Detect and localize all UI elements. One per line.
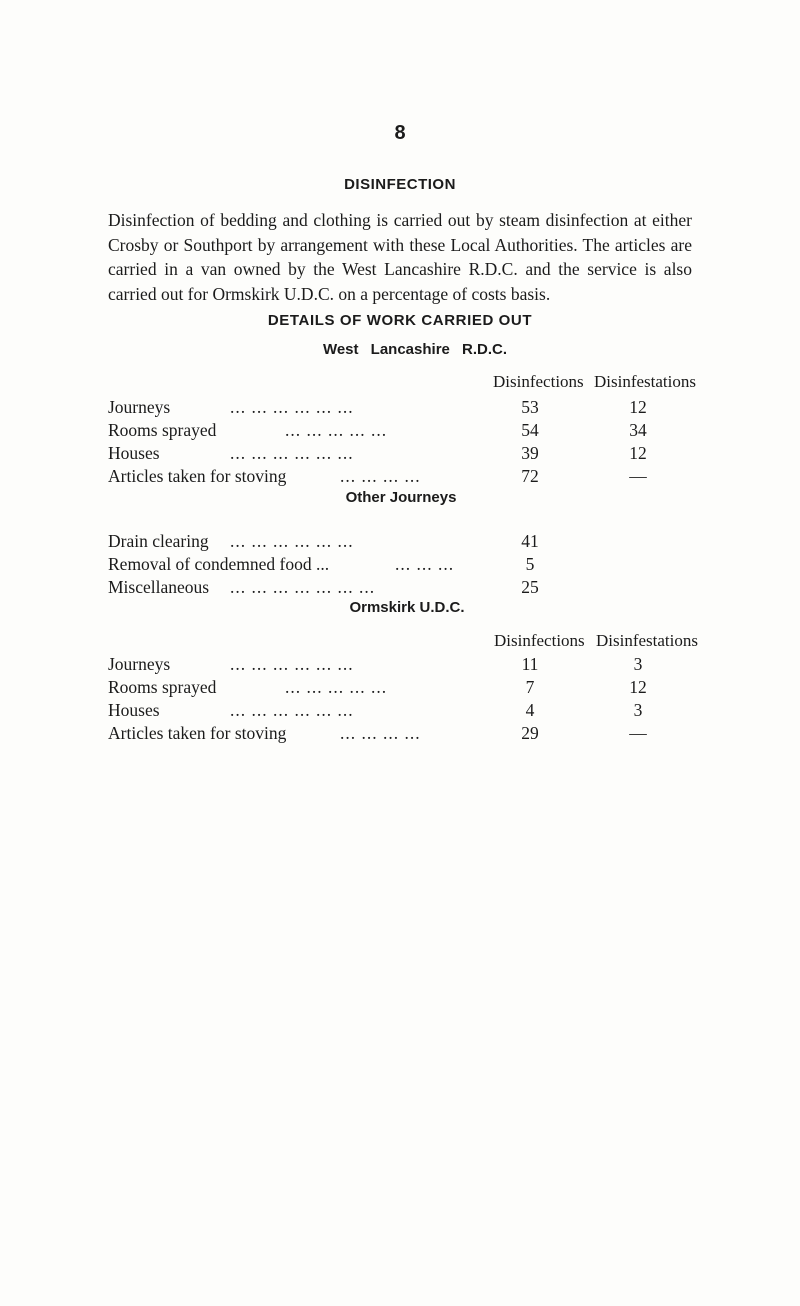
row-value-disinfections: 41 (521, 531, 539, 551)
table-row (108, 397, 708, 419)
row-value-disinfestations: — (629, 466, 647, 486)
other-journeys-heading: Other Journeys (345, 489, 457, 506)
row-value-disinfections: 54 (521, 420, 539, 440)
row-label: Articles taken for stoving (108, 466, 287, 486)
row-value-disinfestations: 12 (629, 677, 647, 697)
row-label: Miscellaneous (108, 577, 210, 597)
intro-paragraph: Disinfection of bedding and clothing is carried out by steam disinfection at either Crosby or Southport by arrangement with these Local Authorities. The articles are carried in a van owned by the West Lancashire R.D.C. and the service is also carried out for Ormskirk U.D.C. on a percentage of costs basis. (108, 210, 692, 304)
row-leader-dots: ... ... ... ... (340, 466, 421, 486)
row-label: Articles taken for stoving (108, 723, 287, 743)
orm-col-disinfestations: Disinfestations (596, 631, 698, 650)
row-leader-dots: ... ... ... ... ... (285, 420, 388, 440)
table-row (108, 531, 708, 553)
row-value-disinfections: 7 (525, 677, 535, 697)
row-label: Rooms sprayed (108, 420, 217, 440)
ormskirk-heading: Ormskirk U.D.C. (349, 599, 465, 616)
table-row (108, 443, 708, 465)
row-value-disinfestations: 3 (633, 654, 643, 674)
row-label: Drain clearing (108, 531, 209, 551)
table-row (108, 577, 708, 599)
table-row (108, 723, 708, 745)
row-leader-dots: ... ... ... ... (340, 723, 421, 743)
table-row (108, 466, 708, 488)
page-number: 8 (394, 122, 406, 144)
row-label: Rooms sprayed (108, 677, 217, 697)
row-leader-dots: ... ... ... ... ... ... ... (230, 577, 376, 597)
table-row (108, 654, 708, 676)
page-title: DISINFECTION (344, 176, 456, 193)
row-leader-dots: ... ... ... ... ... ... (230, 654, 354, 674)
row-value-disinfections: 25 (521, 577, 539, 597)
row-value-disinfections: 53 (521, 397, 539, 417)
row-value-disinfections: 11 (521, 654, 539, 674)
table-row (108, 420, 708, 442)
orm-col-disinfections: Disinfections (494, 631, 585, 650)
row-value-disinfestations: 34 (629, 420, 647, 440)
row-leader-dots: ... ... ... ... ... ... (230, 531, 354, 551)
row-value-disinfections: 5 (525, 554, 535, 574)
row-leader-dots: ... ... ... (395, 554, 455, 574)
table-row (108, 700, 708, 722)
row-value-disinfections: 39 (521, 443, 539, 463)
row-value-disinfections: 29 (521, 723, 539, 743)
row-leader-dots: ... ... ... ... ... ... (230, 397, 354, 417)
row-leader-dots: ... ... ... ... ... ... (230, 700, 354, 720)
row-label: Journeys (108, 654, 171, 674)
row-value-disinfestations: 12 (629, 443, 647, 463)
row-value-disinfections: 4 (525, 700, 535, 720)
row-label: Removal of condemned food ... (108, 554, 330, 574)
row-label: Journeys (108, 397, 171, 417)
row-value-disinfestations: — (629, 723, 647, 743)
wl-col-disinfestations: Disinfestations (594, 372, 696, 391)
row-value-disinfestations: 12 (629, 397, 647, 417)
row-value-disinfestations: 3 (633, 700, 643, 720)
row-leader-dots: ... ... ... ... ... ... (230, 443, 354, 463)
table-row (108, 677, 708, 699)
west-lancashire-heading: West Lancashire R.D.C. (322, 341, 508, 358)
table-row (108, 554, 708, 576)
row-label: Houses (108, 443, 160, 463)
row-value-disinfections: 72 (521, 466, 539, 486)
wl-col-disinfections: Disinfections (493, 372, 584, 391)
row-leader-dots: ... ... ... ... ... (285, 677, 388, 697)
details-heading: DETAILS OF WORK CARRIED OUT (267, 312, 533, 329)
row-label: Houses (108, 700, 160, 720)
